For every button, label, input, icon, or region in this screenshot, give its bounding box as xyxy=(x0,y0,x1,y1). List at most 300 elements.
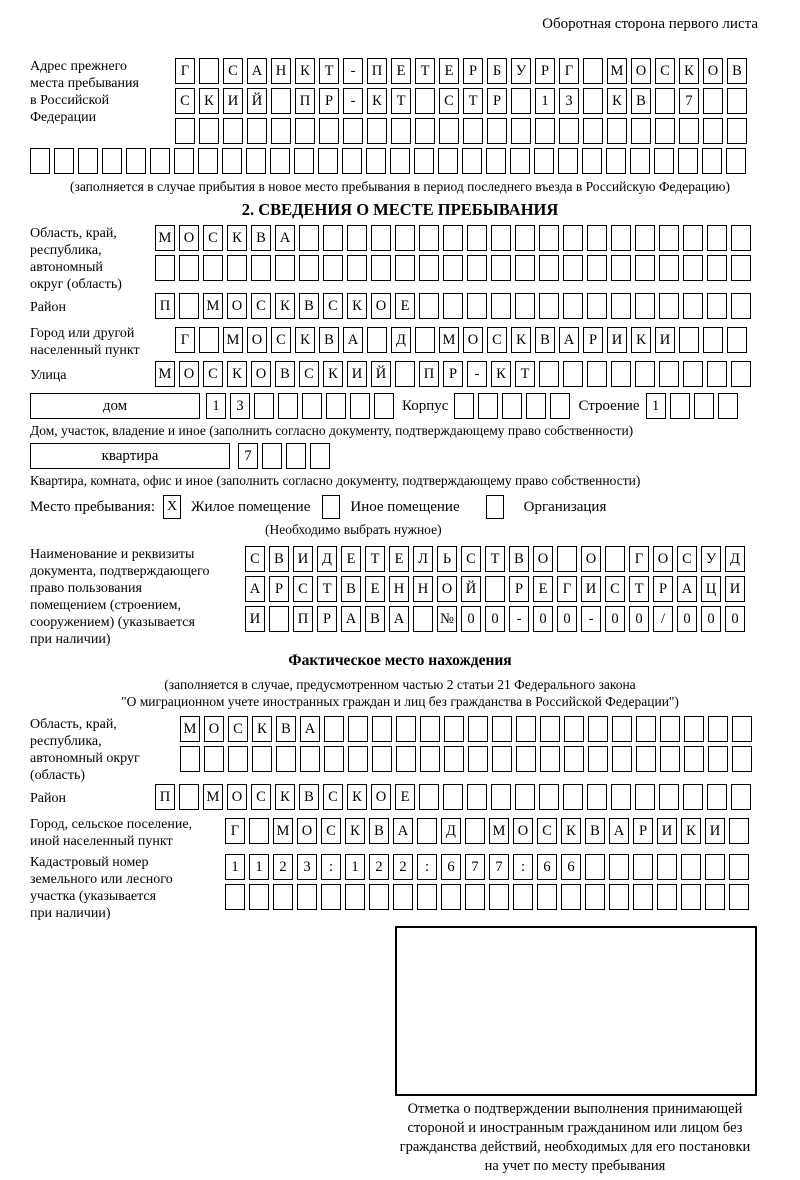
char-box[interactable]: 2 xyxy=(273,854,293,880)
char-box[interactable]: Е xyxy=(391,58,411,84)
char-box[interactable] xyxy=(372,716,392,742)
char-box[interactable] xyxy=(540,746,560,772)
char-box[interactable]: Г xyxy=(629,546,649,572)
char-box[interactable]: К xyxy=(252,716,272,742)
char-box[interactable]: : xyxy=(513,854,533,880)
char-box[interactable]: В xyxy=(631,88,651,114)
char-box[interactable]: О xyxy=(703,58,723,84)
char-box[interactable]: Е xyxy=(439,58,459,84)
char-box[interactable] xyxy=(179,784,199,810)
char-box[interactable] xyxy=(273,884,293,910)
char-box[interactable] xyxy=(583,118,603,144)
char-box[interactable] xyxy=(465,884,485,910)
char-box[interactable]: Р xyxy=(583,327,603,353)
char-box[interactable]: В xyxy=(365,606,385,632)
house-type-field[interactable]: дом xyxy=(30,393,200,419)
char-box[interactable] xyxy=(419,225,439,251)
char-box[interactable] xyxy=(310,443,330,469)
char-box[interactable] xyxy=(415,88,435,114)
char-box[interactable]: О xyxy=(463,327,483,353)
char-box[interactable] xyxy=(249,884,269,910)
char-box[interactable] xyxy=(561,884,581,910)
char-box[interactable] xyxy=(635,293,655,319)
char-box[interactable] xyxy=(515,255,535,281)
char-box[interactable] xyxy=(444,746,464,772)
char-box[interactable] xyxy=(705,884,725,910)
char-box[interactable]: С xyxy=(251,784,271,810)
char-box[interactable] xyxy=(635,255,655,281)
char-box[interactable] xyxy=(179,255,199,281)
char-box[interactable] xyxy=(684,716,704,742)
char-box[interactable]: М xyxy=(203,784,223,810)
char-box[interactable] xyxy=(683,255,703,281)
char-box[interactable]: Д xyxy=(441,818,461,844)
char-box[interactable] xyxy=(415,118,435,144)
char-box[interactable]: / xyxy=(653,606,673,632)
char-box[interactable]: Р xyxy=(443,361,463,387)
char-box[interactable] xyxy=(395,255,415,281)
char-box[interactable] xyxy=(707,784,727,810)
char-box[interactable]: С xyxy=(299,361,319,387)
char-box[interactable]: К xyxy=(347,293,367,319)
char-box[interactable] xyxy=(539,255,559,281)
char-box[interactable]: Е xyxy=(533,576,553,602)
char-box[interactable]: - xyxy=(467,361,487,387)
char-box[interactable] xyxy=(609,884,629,910)
char-box[interactable] xyxy=(324,746,344,772)
char-box[interactable]: 3 xyxy=(297,854,317,880)
char-box[interactable] xyxy=(731,225,751,251)
char-box[interactable]: А xyxy=(393,818,413,844)
char-box[interactable]: С xyxy=(228,716,248,742)
char-box[interactable] xyxy=(585,854,605,880)
stay-option-other-checkbox[interactable] xyxy=(322,495,340,519)
char-box[interactable]: С xyxy=(175,88,195,114)
char-box[interactable]: К xyxy=(511,327,531,353)
char-box[interactable]: - xyxy=(509,606,529,632)
char-box[interactable]: О xyxy=(631,58,651,84)
char-box[interactable]: И xyxy=(657,818,677,844)
char-box[interactable]: 7 xyxy=(238,443,258,469)
char-box[interactable]: Е xyxy=(365,576,385,602)
char-box[interactable] xyxy=(179,293,199,319)
char-box[interactable] xyxy=(396,716,416,742)
char-box[interactable] xyxy=(502,393,522,419)
char-box[interactable]: 6 xyxy=(561,854,581,880)
char-box[interactable] xyxy=(707,255,727,281)
char-box[interactable]: А xyxy=(343,327,363,353)
char-box[interactable] xyxy=(286,443,306,469)
char-box[interactable] xyxy=(534,148,554,174)
char-box[interactable] xyxy=(491,784,511,810)
char-box[interactable]: О xyxy=(179,225,199,251)
char-box[interactable] xyxy=(611,225,631,251)
char-box[interactable] xyxy=(732,746,752,772)
char-box[interactable] xyxy=(465,818,485,844)
char-box[interactable] xyxy=(635,361,655,387)
char-box[interactable]: И xyxy=(725,576,745,602)
char-box[interactable]: К xyxy=(199,88,219,114)
char-box[interactable] xyxy=(660,716,680,742)
char-box[interactable] xyxy=(492,716,512,742)
char-box[interactable]: К xyxy=(631,327,651,353)
char-box[interactable] xyxy=(254,393,274,419)
char-box[interactable] xyxy=(659,784,679,810)
char-box[interactable] xyxy=(683,225,703,251)
char-box[interactable] xyxy=(678,148,698,174)
char-box[interactable] xyxy=(535,118,555,144)
char-box[interactable]: М xyxy=(155,225,175,251)
char-box[interactable]: О xyxy=(653,546,673,572)
stay-option-residential-checkbox[interactable]: X xyxy=(163,495,181,519)
char-box[interactable] xyxy=(703,88,723,114)
char-box[interactable]: О xyxy=(533,546,553,572)
char-box[interactable] xyxy=(659,225,679,251)
char-box[interactable]: Г xyxy=(557,576,577,602)
char-box[interactable] xyxy=(703,327,723,353)
char-box[interactable]: В xyxy=(319,327,339,353)
char-box[interactable] xyxy=(366,148,386,174)
char-box[interactable]: В xyxy=(276,716,296,742)
char-box[interactable]: Г xyxy=(225,818,245,844)
char-box[interactable]: С xyxy=(223,58,243,84)
char-box[interactable]: С xyxy=(439,88,459,114)
apartment-type-field[interactable]: квартира xyxy=(30,443,230,469)
char-box[interactable] xyxy=(513,884,533,910)
char-box[interactable]: Г xyxy=(175,327,195,353)
char-box[interactable] xyxy=(683,784,703,810)
char-box[interactable] xyxy=(443,293,463,319)
char-box[interactable]: 1 xyxy=(345,854,365,880)
char-box[interactable] xyxy=(225,884,245,910)
char-box[interactable]: С xyxy=(271,327,291,353)
char-box[interactable] xyxy=(417,884,437,910)
char-box[interactable]: - xyxy=(343,58,363,84)
char-box[interactable]: Б xyxy=(487,58,507,84)
char-box[interactable] xyxy=(419,255,439,281)
char-box[interactable] xyxy=(417,818,437,844)
char-box[interactable]: Т xyxy=(391,88,411,114)
char-box[interactable]: И xyxy=(607,327,627,353)
char-box[interactable]: О xyxy=(204,716,224,742)
char-box[interactable]: Ь xyxy=(437,546,457,572)
char-box[interactable] xyxy=(439,118,459,144)
char-box[interactable] xyxy=(636,746,656,772)
char-box[interactable]: О xyxy=(371,784,391,810)
char-box[interactable] xyxy=(694,393,714,419)
char-box[interactable]: Р xyxy=(269,576,289,602)
char-box[interactable]: А xyxy=(559,327,579,353)
char-box[interactable] xyxy=(278,393,298,419)
char-box[interactable]: В xyxy=(509,546,529,572)
char-box[interactable]: Т xyxy=(485,546,505,572)
char-box[interactable] xyxy=(515,293,535,319)
char-box[interactable]: У xyxy=(511,58,531,84)
char-box[interactable]: Н xyxy=(389,576,409,602)
char-box[interactable]: О xyxy=(581,546,601,572)
char-box[interactable] xyxy=(271,88,291,114)
char-box[interactable]: С xyxy=(605,576,625,602)
char-box[interactable] xyxy=(727,88,747,114)
char-box[interactable] xyxy=(679,327,699,353)
char-box[interactable]: О xyxy=(251,361,271,387)
char-box[interactable]: И xyxy=(223,88,243,114)
char-box[interactable] xyxy=(467,293,487,319)
char-box[interactable]: К xyxy=(367,88,387,114)
char-box[interactable] xyxy=(612,746,632,772)
char-box[interactable] xyxy=(635,784,655,810)
char-box[interactable] xyxy=(611,255,631,281)
char-box[interactable] xyxy=(515,225,535,251)
char-box[interactable]: К xyxy=(275,784,295,810)
char-box[interactable]: И xyxy=(293,546,313,572)
char-box[interactable] xyxy=(587,225,607,251)
char-box[interactable] xyxy=(271,118,291,144)
char-box[interactable] xyxy=(606,148,626,174)
char-box[interactable] xyxy=(684,746,704,772)
char-box[interactable] xyxy=(295,118,315,144)
char-box[interactable] xyxy=(396,746,416,772)
char-box[interactable] xyxy=(540,716,560,742)
char-box[interactable] xyxy=(729,818,749,844)
char-box[interactable] xyxy=(269,606,289,632)
char-box[interactable] xyxy=(463,118,483,144)
char-box[interactable] xyxy=(374,393,394,419)
char-box[interactable]: Р xyxy=(509,576,529,602)
char-box[interactable]: М xyxy=(439,327,459,353)
char-box[interactable] xyxy=(583,88,603,114)
char-box[interactable]: С xyxy=(655,58,675,84)
char-box[interactable] xyxy=(174,148,194,174)
char-box[interactable] xyxy=(609,854,629,880)
char-box[interactable] xyxy=(681,884,701,910)
char-box[interactable]: 0 xyxy=(629,606,649,632)
char-box[interactable] xyxy=(199,58,219,84)
char-box[interactable] xyxy=(655,118,675,144)
char-box[interactable] xyxy=(319,118,339,144)
char-box[interactable]: Ц xyxy=(701,576,721,602)
char-box[interactable] xyxy=(204,746,224,772)
char-box[interactable] xyxy=(491,293,511,319)
char-box[interactable] xyxy=(222,148,242,174)
char-box[interactable] xyxy=(343,118,363,144)
char-box[interactable] xyxy=(252,746,272,772)
char-box[interactable] xyxy=(630,148,650,174)
char-box[interactable]: Р xyxy=(463,58,483,84)
char-box[interactable]: 6 xyxy=(537,854,557,880)
char-box[interactable] xyxy=(703,118,723,144)
char-box[interactable]: А xyxy=(245,576,265,602)
char-box[interactable] xyxy=(175,118,195,144)
char-box[interactable] xyxy=(247,118,267,144)
char-box[interactable]: О xyxy=(227,784,247,810)
char-box[interactable]: Р xyxy=(487,88,507,114)
char-box[interactable] xyxy=(583,58,603,84)
char-box[interactable] xyxy=(438,148,458,174)
char-box[interactable]: С xyxy=(203,361,223,387)
char-box[interactable]: 1 xyxy=(225,854,245,880)
char-box[interactable] xyxy=(612,716,632,742)
char-box[interactable] xyxy=(467,255,487,281)
char-box[interactable]: П xyxy=(293,606,313,632)
char-box[interactable] xyxy=(611,361,631,387)
char-box[interactable] xyxy=(681,854,701,880)
char-box[interactable]: В xyxy=(269,546,289,572)
char-box[interactable]: О xyxy=(227,293,247,319)
char-box[interactable]: К xyxy=(227,225,247,251)
char-box[interactable]: О xyxy=(179,361,199,387)
char-box[interactable]: № xyxy=(437,606,457,632)
char-box[interactable]: В xyxy=(727,58,747,84)
char-box[interactable]: К xyxy=(295,327,315,353)
char-box[interactable]: С xyxy=(251,293,271,319)
char-box[interactable]: А xyxy=(275,225,295,251)
char-box[interactable]: П xyxy=(295,88,315,114)
char-box[interactable]: М xyxy=(203,293,223,319)
char-box[interactable] xyxy=(228,746,248,772)
char-box[interactable]: 3 xyxy=(230,393,250,419)
char-box[interactable]: Е xyxy=(395,293,415,319)
char-box[interactable] xyxy=(587,293,607,319)
char-box[interactable]: 2 xyxy=(393,854,413,880)
char-box[interactable] xyxy=(550,393,570,419)
char-box[interactable] xyxy=(731,293,751,319)
char-box[interactable]: П xyxy=(367,58,387,84)
char-box[interactable] xyxy=(731,361,751,387)
char-box[interactable] xyxy=(395,361,415,387)
char-box[interactable] xyxy=(393,884,413,910)
char-box[interactable] xyxy=(297,884,317,910)
char-box[interactable]: Т xyxy=(365,546,385,572)
char-box[interactable] xyxy=(558,148,578,174)
char-box[interactable] xyxy=(731,255,751,281)
char-box[interactable]: В xyxy=(299,784,319,810)
char-box[interactable] xyxy=(563,784,583,810)
char-box[interactable]: И xyxy=(581,576,601,602)
char-box[interactable]: 0 xyxy=(605,606,625,632)
char-box[interactable] xyxy=(557,546,577,572)
char-box[interactable]: 0 xyxy=(557,606,577,632)
char-box[interactable] xyxy=(324,716,344,742)
char-box[interactable] xyxy=(633,854,653,880)
char-box[interactable] xyxy=(559,118,579,144)
char-box[interactable]: Д xyxy=(725,546,745,572)
char-box[interactable]: Р xyxy=(633,818,653,844)
char-box[interactable]: В xyxy=(299,293,319,319)
char-box[interactable]: А xyxy=(247,58,267,84)
char-box[interactable] xyxy=(199,118,219,144)
char-box[interactable] xyxy=(150,148,170,174)
char-box[interactable] xyxy=(198,148,218,174)
char-box[interactable] xyxy=(633,884,653,910)
char-box[interactable]: 3 xyxy=(559,88,579,114)
char-box[interactable]: 7 xyxy=(489,854,509,880)
char-box[interactable] xyxy=(180,746,200,772)
char-box[interactable] xyxy=(611,293,631,319)
char-box[interactable]: Й xyxy=(371,361,391,387)
char-box[interactable]: Е xyxy=(395,784,415,810)
char-box[interactable] xyxy=(563,361,583,387)
char-box[interactable]: 0 xyxy=(461,606,481,632)
char-box[interactable] xyxy=(563,293,583,319)
char-box[interactable] xyxy=(342,148,362,174)
char-box[interactable] xyxy=(718,393,738,419)
char-box[interactable] xyxy=(515,784,535,810)
char-box[interactable] xyxy=(369,884,389,910)
char-box[interactable] xyxy=(323,255,343,281)
char-box[interactable]: С xyxy=(293,576,313,602)
char-box[interactable]: О xyxy=(437,576,457,602)
char-box[interactable]: Е xyxy=(341,546,361,572)
char-box[interactable] xyxy=(707,361,727,387)
char-box[interactable] xyxy=(563,255,583,281)
char-box[interactable] xyxy=(539,784,559,810)
char-box[interactable] xyxy=(702,148,722,174)
char-box[interactable]: 1 xyxy=(249,854,269,880)
char-box[interactable] xyxy=(468,716,488,742)
char-box[interactable]: Р xyxy=(535,58,555,84)
char-box[interactable] xyxy=(395,225,415,251)
char-box[interactable] xyxy=(487,118,507,144)
char-box[interactable]: - xyxy=(343,88,363,114)
char-box[interactable] xyxy=(732,716,752,742)
char-box[interactable] xyxy=(654,148,674,174)
char-box[interactable] xyxy=(516,746,536,772)
char-box[interactable]: К xyxy=(561,818,581,844)
char-box[interactable] xyxy=(491,225,511,251)
char-box[interactable] xyxy=(587,784,607,810)
char-box[interactable] xyxy=(631,118,651,144)
char-box[interactable]: С xyxy=(677,546,697,572)
char-box[interactable]: Р xyxy=(653,576,673,602)
char-box[interactable]: 6 xyxy=(441,854,461,880)
char-box[interactable]: С xyxy=(323,293,343,319)
char-box[interactable]: Д xyxy=(391,327,411,353)
char-box[interactable] xyxy=(126,148,146,174)
char-box[interactable] xyxy=(249,818,269,844)
char-box[interactable]: Н xyxy=(271,58,291,84)
char-box[interactable] xyxy=(367,118,387,144)
char-box[interactable] xyxy=(419,784,439,810)
char-box[interactable] xyxy=(526,393,546,419)
char-box[interactable] xyxy=(726,148,746,174)
char-box[interactable] xyxy=(491,255,511,281)
char-box[interactable] xyxy=(275,255,295,281)
char-box[interactable]: И xyxy=(655,327,675,353)
char-box[interactable] xyxy=(326,393,346,419)
char-box[interactable] xyxy=(415,327,435,353)
char-box[interactable]: : xyxy=(321,854,341,880)
char-box[interactable] xyxy=(683,293,703,319)
char-box[interactable]: С xyxy=(487,327,507,353)
char-box[interactable] xyxy=(516,716,536,742)
char-box[interactable]: 0 xyxy=(701,606,721,632)
char-box[interactable] xyxy=(419,293,439,319)
char-box[interactable] xyxy=(729,884,749,910)
char-box[interactable]: 1 xyxy=(206,393,226,419)
char-box[interactable] xyxy=(707,225,727,251)
char-box[interactable]: К xyxy=(607,88,627,114)
char-box[interactable] xyxy=(420,746,440,772)
char-box[interactable]: Т xyxy=(515,361,535,387)
char-box[interactable] xyxy=(443,255,463,281)
char-box[interactable]: А xyxy=(609,818,629,844)
char-box[interactable] xyxy=(588,716,608,742)
char-box[interactable]: К xyxy=(491,361,511,387)
char-box[interactable] xyxy=(420,716,440,742)
char-box[interactable] xyxy=(539,361,559,387)
char-box[interactable] xyxy=(347,255,367,281)
